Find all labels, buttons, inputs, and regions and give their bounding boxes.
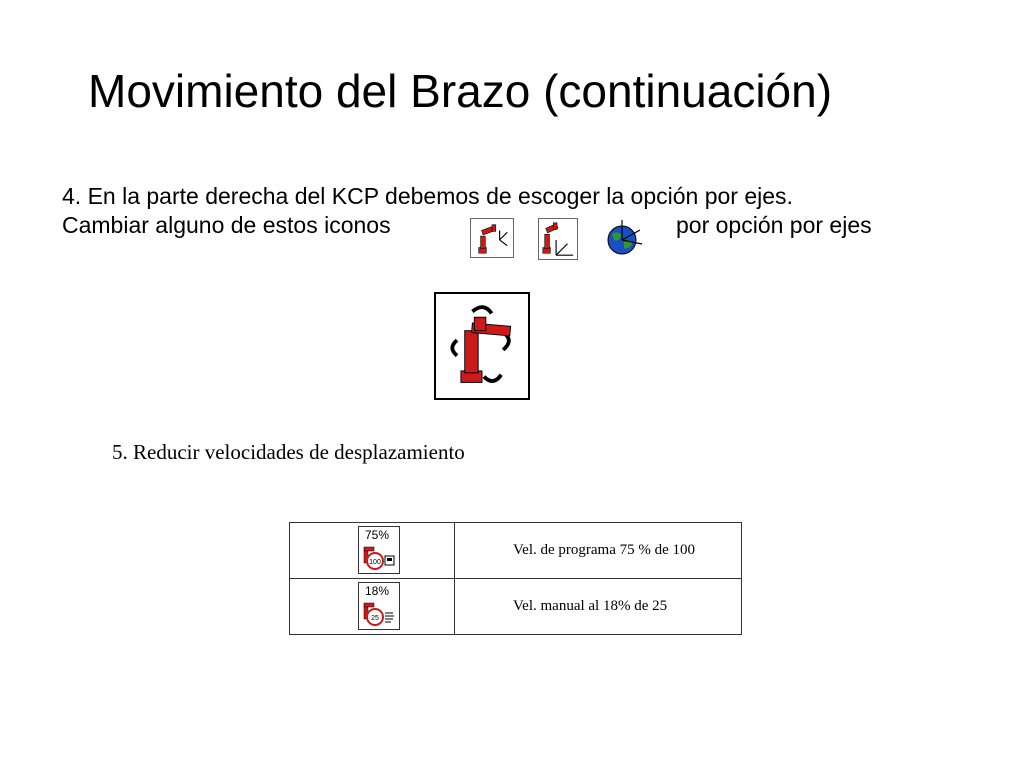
program-speed-icon[interactable] (358, 526, 400, 574)
step-4-line-2-end: por opción por ejes (676, 212, 872, 238)
robot-axis-rotation-icon[interactable] (434, 292, 530, 400)
table-row (290, 523, 742, 579)
step-4-text (62, 182, 1002, 240)
step-5-text: 5. Reducir velocidades de desplazamiento (112, 440, 465, 464)
manual-speed-value: 25 (371, 615, 379, 622)
table-row (290, 579, 742, 635)
manual-speed-percent: 18% (365, 584, 390, 598)
manual-speed-text: Vel. manual al 18% de 25 (455, 579, 742, 635)
step-4-line-1: 4. En la parte derecha del KCP debemos de escoger la opción por ejes. (62, 183, 793, 209)
step-4-line-2: Cambiar alguno de estos iconos (62, 212, 391, 238)
globe-axes-icon[interactable] (602, 218, 644, 258)
slide-title: Movimiento del Brazo (continuación) (88, 65, 833, 117)
program-speed-text: Vel. de programa 75 % de 100 (455, 523, 742, 579)
icon-cell (290, 523, 455, 579)
icon-cell (290, 579, 455, 635)
robot-world-axes-icon[interactable] (470, 218, 514, 258)
program-speed-value: 100 (369, 559, 381, 566)
speed-table (289, 522, 742, 635)
manual-speed-icon[interactable] (358, 582, 400, 630)
program-speed-percent: 75% (365, 528, 390, 542)
robot-base-axes-icon[interactable] (538, 218, 578, 260)
